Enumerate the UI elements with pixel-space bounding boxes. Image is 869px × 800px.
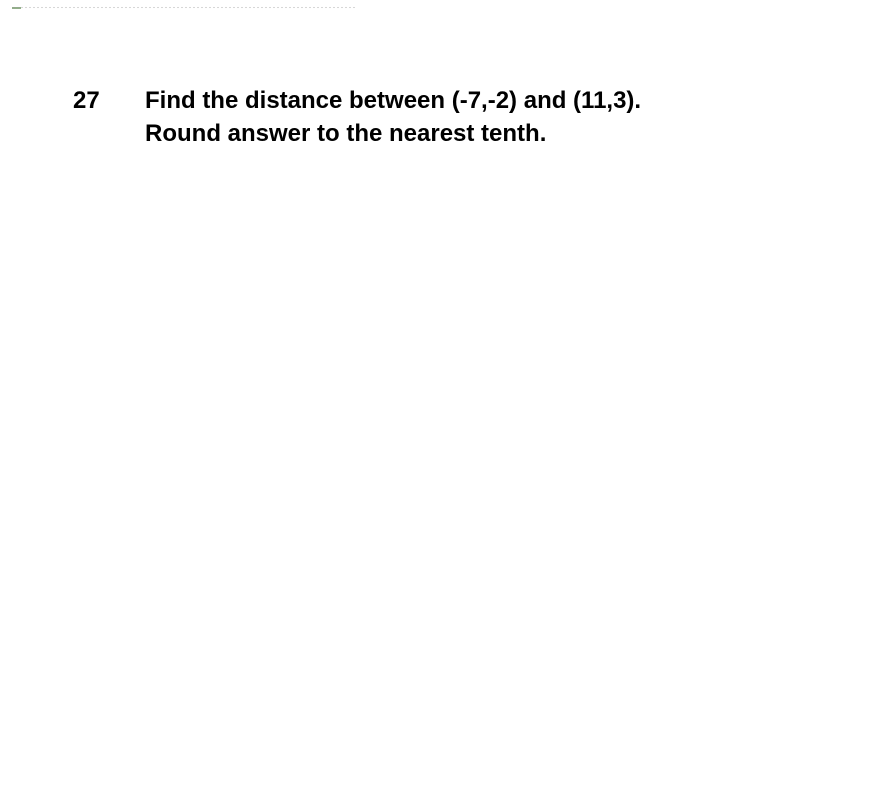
question-number: 27 — [73, 87, 100, 114]
question-block — [73, 84, 641, 150]
question-text — [145, 84, 641, 150]
header-dotted-rule — [12, 6, 356, 9]
question-line-1: Find the distance between (-7,-2) and (11,3). — [145, 87, 642, 114]
question-line-2: Round answer to the nearest tenth. — [145, 120, 547, 147]
